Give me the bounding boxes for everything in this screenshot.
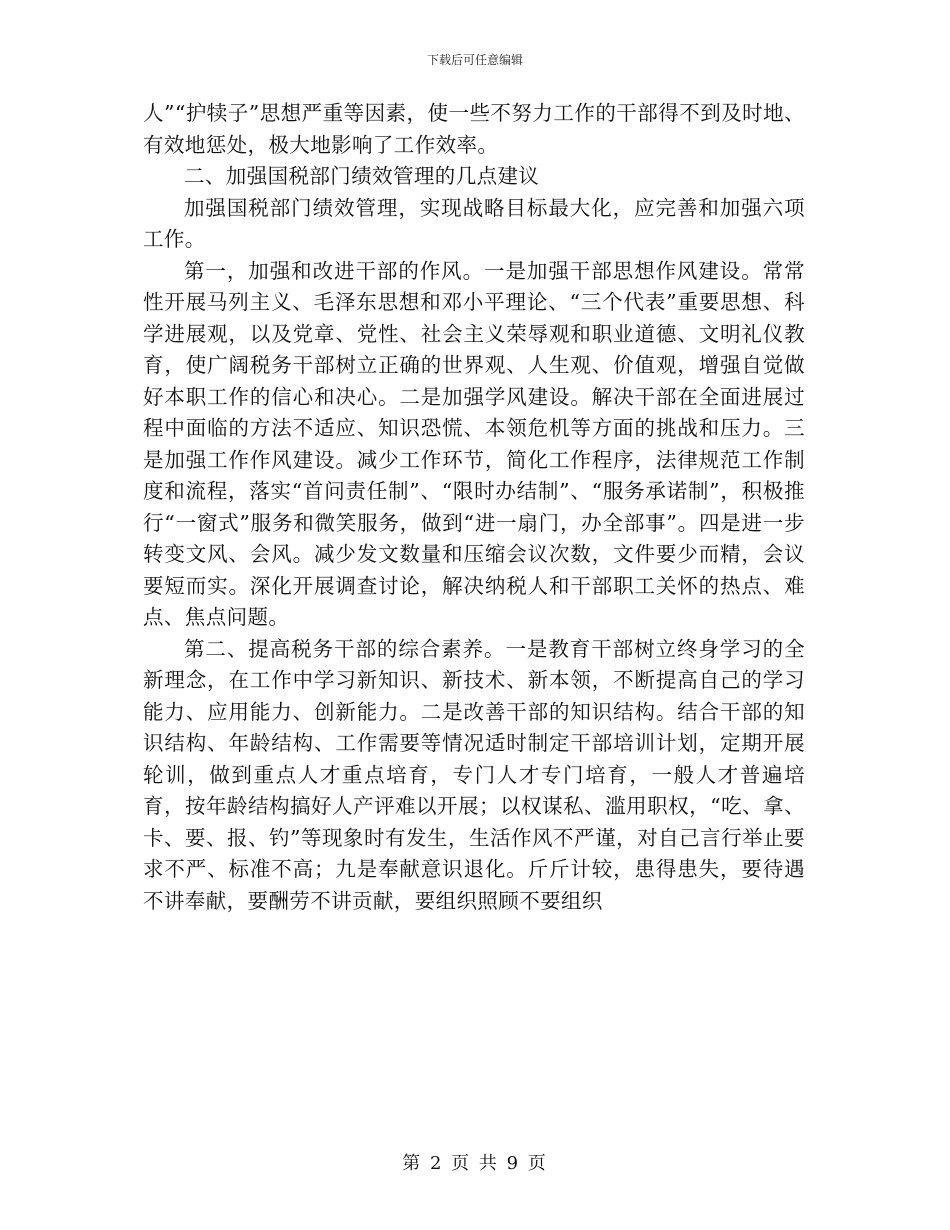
page-number: 第 2 页 共 9 页	[402, 1153, 548, 1174]
paragraph: 加强国税部门绩效管理，实现战略目标最大化，应完善和加强六项工作。	[143, 195, 805, 251]
page-header: 下载后可任意编辑	[426, 53, 523, 67]
paragraph: 人”“护犊子”思想严重等因素，使一些不努力工作的干部得不到及时地、有效地惩处，极大地影响了工作效率。	[143, 101, 805, 157]
section-heading: 二、加强国税部门绩效管理的几点建议	[184, 164, 540, 188]
document-body	[143, 98, 805, 917]
paragraph: 第二、提高税务干部的综合素养。一是教育干部树立终身学习的全新理念，在工作中学习新知识、新技术、新本领，不断提高自己的学习能力、应用能力、创新能力。二是改善干部的知识结构。结合干部的知识结构、年龄结构、工作需要等情况适时制定干部培训计划，定期开展轮训，做到重点人才重点培育，专门人才专门培育，一般人才普遍培育，按年龄结构搞好人产评难以开展；以权谋私、滥用职权，“吃、拿、卡、要、报、钓”等现象时有发生，生活作风不严谨，对自己言行举止要求不严、标准不高；九是奉献意识退化。斤斤计较，患得患失，要待遇不讲奉献，要酬劳不讲贡献，要组织照顾不要组织	[143, 636, 805, 913]
paragraph: 第一，加强和改进干部的作风。一是加强干部思想作风建设。常常性开展马列主义、毛泽东思想和邓小平理论、“三个代表”重要思想、科学进展观，以及党章、党性、社会主义荣辱观和职业道德、文明礼仪教育，使广阔税务干部树立正确的世界观、人生观、价值观，增强自觉做好本职工作的信心和决心。二是加强学风建设。解决干部在全面进展过程中面临的方法不适应、知识恐慌、本领危机等方面的挑战和压力。三是加强工作作风建设。减少工作环节，简化工作程序，法律规范工作制度和流程，落实“首问责任制”、“限时办结制”、“服务承诺制”，积极推行“一窗式”服务和微笑服务，做到“进一扇门，办全部事”。四是进一步转变文风、会风。减少发文数量和压缩会议次数，文件要少而精，会议要短而实。深化开展调查讨论，解决纳税人和干部职工关怀的热点、难点、焦点问题。	[143, 258, 805, 629]
